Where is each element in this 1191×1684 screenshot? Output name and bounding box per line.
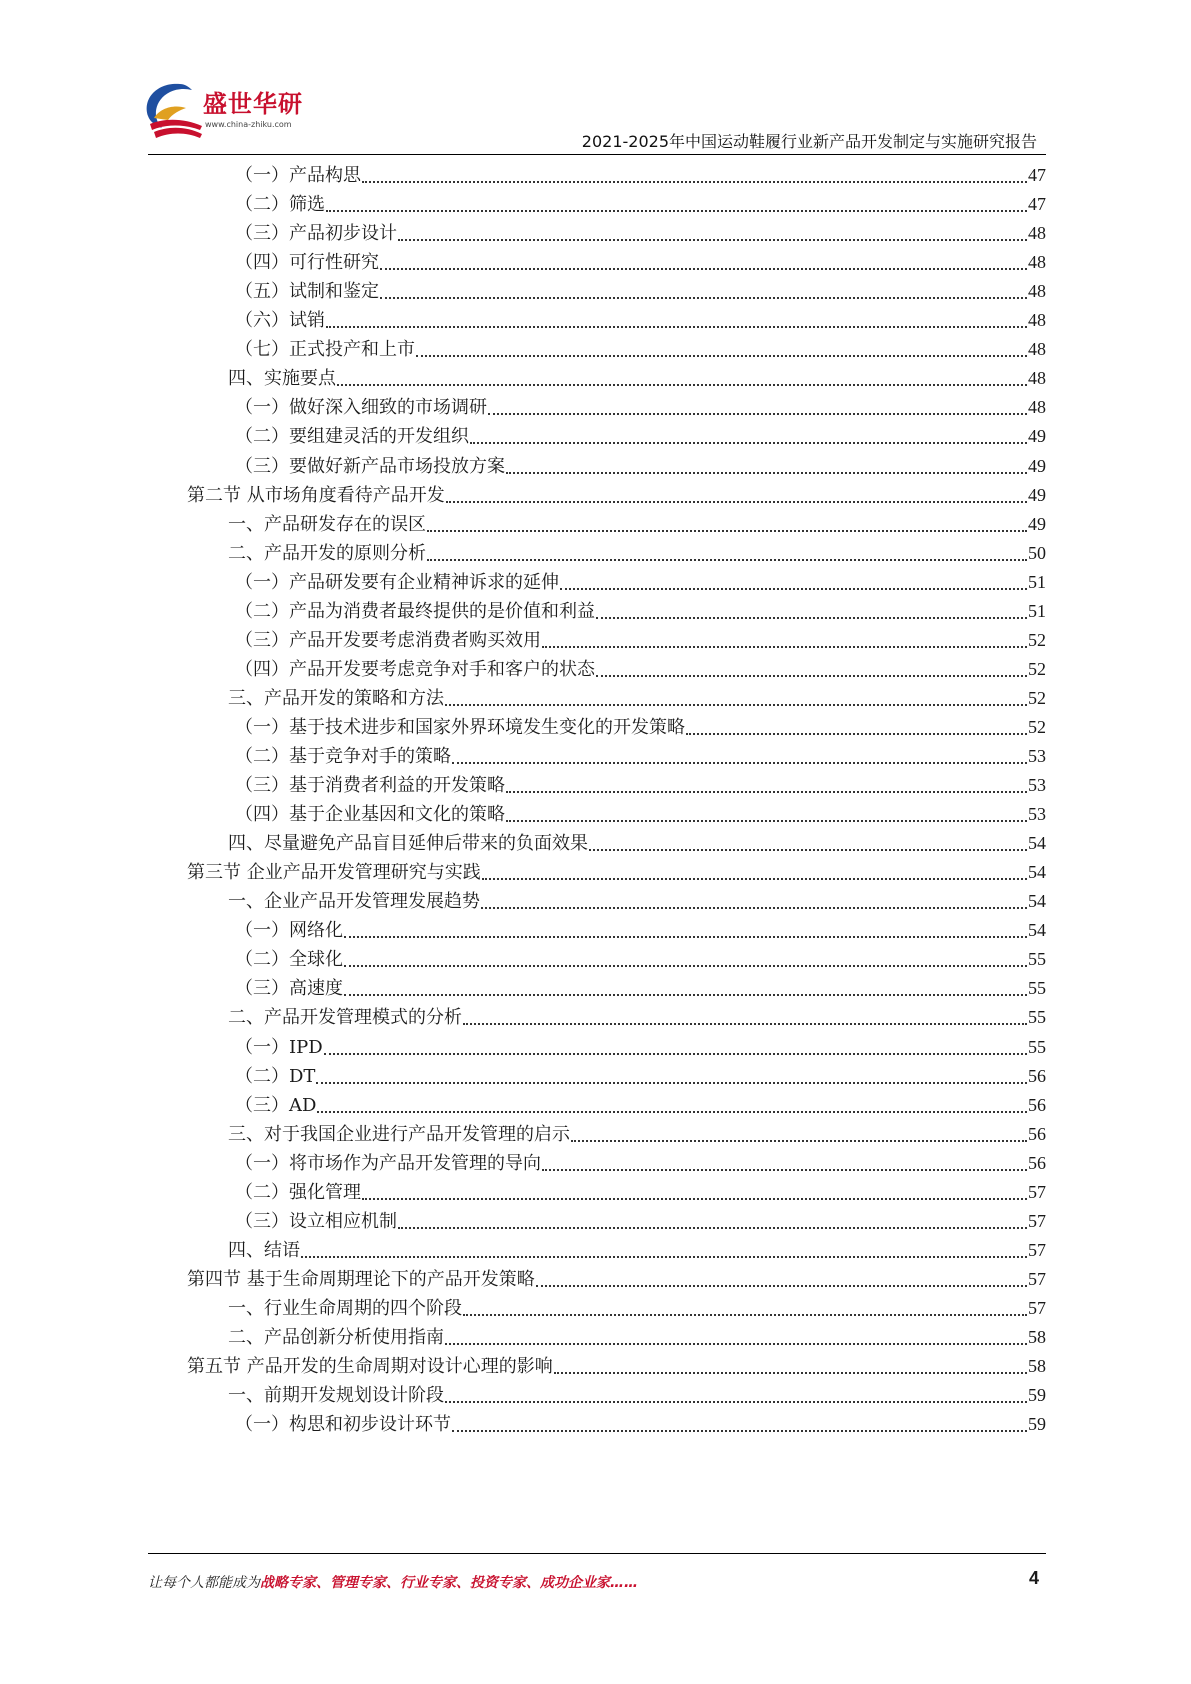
logo-text: 盛世华研 bbox=[203, 90, 303, 118]
toc-entry[interactable] bbox=[228, 1380, 1046, 1411]
toc-entry-page: 48 bbox=[1028, 339, 1046, 360]
toc-entry[interactable] bbox=[235, 654, 1046, 685]
toc-dot-leader bbox=[317, 1110, 1027, 1113]
toc-entry-title: 三、产品开发的策略和方法 bbox=[228, 687, 444, 709]
toc-entry[interactable] bbox=[235, 392, 1046, 423]
toc-entry-page: 48 bbox=[1028, 223, 1046, 244]
toc-entry[interactable] bbox=[235, 218, 1046, 249]
toc-entry-title: （二）基于竞争对手的策略 bbox=[235, 746, 451, 767]
page-header bbox=[0, 0, 1191, 160]
toc-entry-title: 第五节 产品开发的生命周期对设计心理的影响 bbox=[187, 1356, 553, 1378]
toc-entry[interactable] bbox=[235, 799, 1046, 830]
toc-entry-title: （六）试销 bbox=[235, 310, 325, 332]
toc-entry-page: 49 bbox=[1028, 484, 1046, 505]
toc-dot-leader bbox=[344, 964, 1027, 967]
toc-dot-leader bbox=[470, 441, 1027, 444]
toc-entry-title: （四）产品开发要考虑竞争对手和客户的状态 bbox=[235, 658, 595, 680]
toc-entry[interactable] bbox=[187, 1351, 1046, 1382]
toc-entry-title: 四、尽量避免产品盲目延伸后带来的负面效果 bbox=[228, 833, 588, 855]
toc-entry-title: 一、企业产品开发管理发展趋势 bbox=[228, 891, 480, 913]
toc-entry-title: （一）将市场作为产品开发管理的导向 bbox=[235, 1152, 541, 1174]
toc-entry[interactable] bbox=[235, 334, 1046, 365]
toc-entry-title: （二）全球化 bbox=[235, 949, 343, 971]
toc-dot-leader bbox=[380, 296, 1027, 299]
toc-dot-leader bbox=[344, 935, 1027, 938]
toc-entry-title: 一、前期开发规划设计阶段 bbox=[228, 1385, 444, 1407]
toc-entry-page: 55 bbox=[1028, 949, 1046, 970]
toc-entry[interactable] bbox=[235, 770, 1046, 801]
toc-dot-leader bbox=[452, 1429, 1027, 1432]
toc-entry-title: （二）DT bbox=[235, 1065, 316, 1087]
toc-entry-title: （三）设立相应机制 bbox=[235, 1210, 397, 1232]
toc-dot-leader bbox=[506, 790, 1027, 793]
toc-dot-leader bbox=[542, 645, 1027, 648]
toc-entry-title: （三）基于消费者利益的开发策略 bbox=[235, 775, 505, 797]
toc-entry[interactable] bbox=[235, 1206, 1046, 1237]
toc-dot-leader bbox=[398, 238, 1027, 241]
toc-dot-leader bbox=[571, 1139, 1027, 1142]
toc-dot-leader bbox=[362, 180, 1027, 183]
toc-dot-leader bbox=[596, 674, 1027, 677]
toc-entry-title: （三）高速度 bbox=[235, 978, 343, 1000]
toc-entry[interactable] bbox=[228, 683, 1046, 714]
toc-dot-leader bbox=[344, 993, 1027, 996]
toc-entry-page: 57 bbox=[1028, 1239, 1046, 1260]
toc-entry-title: （一）构思和初步设计环节 bbox=[235, 1414, 451, 1436]
toc-entry-title: 一、行业生命周期的四个阶段 bbox=[228, 1297, 462, 1319]
toc-entry-page: 54 bbox=[1028, 862, 1046, 883]
toc-entry[interactable] bbox=[235, 1090, 1046, 1121]
toc-entry-title: （一）产品构思 bbox=[235, 165, 361, 186]
toc-entry-title: （一）基于技术进步和国家外界环境发生变化的开发策略 bbox=[235, 716, 685, 738]
toc-entry-page: 54 bbox=[1028, 891, 1046, 912]
toc-entry-title: 三、对于我国企业进行产品开发管理的启示 bbox=[228, 1123, 570, 1145]
toc-entry-page: 54 bbox=[1028, 920, 1046, 941]
toc-entry-title: （二）要组建灵活的开发组织 bbox=[235, 426, 469, 448]
toc-dot-leader bbox=[506, 471, 1027, 474]
toc-dot-leader bbox=[554, 1371, 1027, 1374]
toc-dot-leader bbox=[542, 1168, 1027, 1171]
toc-entry-page: 47 bbox=[1028, 194, 1046, 215]
footer-divider bbox=[148, 1553, 1046, 1554]
toc-dot-leader bbox=[560, 587, 1027, 590]
toc-entry[interactable] bbox=[228, 828, 1046, 859]
toc-entry-page: 56 bbox=[1028, 1065, 1046, 1086]
toc-entry-title: 四、实施要点 bbox=[228, 368, 336, 390]
toc-entry-page: 51 bbox=[1028, 600, 1046, 621]
toc-entry-page: 55 bbox=[1028, 1036, 1046, 1057]
toc-dot-leader bbox=[481, 906, 1027, 909]
toc-entry[interactable] bbox=[235, 160, 1046, 191]
toc-entry-page: 56 bbox=[1028, 1094, 1046, 1115]
toc-entry[interactable] bbox=[228, 509, 1046, 540]
toc-dot-leader bbox=[596, 616, 1027, 619]
toc-entry[interactable] bbox=[228, 1119, 1046, 1150]
toc-dot-leader bbox=[536, 1284, 1027, 1287]
page-number: 4 bbox=[1028, 1568, 1039, 1588]
toc-entry[interactable] bbox=[228, 886, 1046, 917]
toc-entry[interactable] bbox=[228, 538, 1046, 569]
toc-entry-title: （五）试制和鉴定 bbox=[235, 281, 379, 303]
toc-entry[interactable] bbox=[235, 1032, 1046, 1063]
toc-dot-leader bbox=[324, 1052, 1027, 1055]
toc-entry-page: 55 bbox=[1028, 978, 1046, 999]
toc-entry-page: 55 bbox=[1028, 1007, 1046, 1028]
toc-entry-title: （一）IPD bbox=[235, 1036, 323, 1058]
toc-dot-leader bbox=[463, 1022, 1027, 1025]
toc-entry[interactable] bbox=[235, 741, 1046, 772]
toc-dot-leader bbox=[380, 267, 1027, 270]
toc-entry-title: （一）产品研发要有企业精神诉求的延伸 bbox=[235, 571, 559, 593]
toc-entry[interactable] bbox=[235, 1177, 1046, 1208]
toc-entry-page: 52 bbox=[1028, 687, 1046, 708]
toc-dot-leader bbox=[452, 761, 1027, 764]
toc-entry-title: （二）产品为消费者最终提供的是价值和利益 bbox=[235, 600, 595, 622]
toc-entry[interactable] bbox=[235, 915, 1046, 946]
toc-dot-leader bbox=[326, 209, 1027, 212]
toc-dot-leader bbox=[686, 732, 1027, 735]
toc-entry[interactable] bbox=[235, 973, 1046, 1004]
toc-entry-title: （三）要做好新产品市场投放方案 bbox=[235, 455, 505, 477]
footer-slogan-accent: 战略专家、管理专家、行业专家、投资专家、成功企业家…… bbox=[260, 1575, 638, 1591]
toc-dot-leader bbox=[446, 500, 1027, 503]
toc-entry[interactable] bbox=[235, 1409, 1046, 1440]
toc-entry-page: 58 bbox=[1028, 1327, 1046, 1347]
toc-entry[interactable] bbox=[235, 189, 1046, 220]
toc-dot-leader bbox=[398, 1226, 1027, 1229]
toc-entry-page: 57 bbox=[1028, 1268, 1046, 1289]
toc-entry[interactable] bbox=[228, 1322, 1046, 1353]
toc-dot-leader bbox=[445, 1342, 1027, 1345]
toc-entry-title: 第四节 基于生命周期理论下的产品开发策略 bbox=[187, 1268, 535, 1290]
toc-entry-page: 48 bbox=[1028, 310, 1046, 331]
toc-entry[interactable] bbox=[235, 567, 1046, 598]
report-title: 2021-2025年中国运动鞋履行业新产品开发制定与实施研究报告 bbox=[581, 132, 1037, 151]
company-logo bbox=[140, 78, 320, 148]
footer-slogan bbox=[148, 1572, 638, 1592]
toc-entry-title: 二、产品开发的原则分析 bbox=[228, 542, 426, 564]
toc-entry[interactable] bbox=[235, 1061, 1046, 1092]
toc-entry-page: 48 bbox=[1028, 252, 1046, 273]
toc-entry-page: 48 bbox=[1028, 281, 1046, 302]
toc-entry-title: （三）产品开发要考虑消费者购买效用 bbox=[235, 629, 541, 651]
toc-entry-page: 58 bbox=[1028, 1356, 1046, 1377]
toc-entry-page: 48 bbox=[1028, 397, 1046, 418]
toc-entry-page: 49 bbox=[1028, 455, 1046, 476]
toc-entry-title: （一）网络化 bbox=[235, 920, 343, 942]
toc-entry[interactable] bbox=[235, 596, 1046, 627]
toc-entry-page: 59 bbox=[1028, 1385, 1046, 1406]
toc-entry[interactable] bbox=[228, 1235, 1046, 1266]
toc-dot-leader bbox=[589, 848, 1027, 851]
toc-entry-page: 59 bbox=[1028, 1414, 1046, 1435]
toc-entry-page: 52 bbox=[1028, 658, 1046, 679]
toc-entry-title: （二）强化管理 bbox=[235, 1181, 361, 1203]
toc-entry-title: （二）筛选 bbox=[235, 194, 325, 216]
toc-entry-page: 51 bbox=[1028, 571, 1046, 592]
toc-entry-page: 50 bbox=[1028, 542, 1046, 563]
toc-entry-page: 52 bbox=[1028, 629, 1046, 650]
toc-dot-leader bbox=[427, 558, 1027, 561]
toc-entry-title: （七）正式投产和上市 bbox=[235, 339, 415, 361]
toc-entry-page: 57 bbox=[1028, 1297, 1046, 1318]
header-divider bbox=[148, 154, 1046, 155]
toc-entry[interactable] bbox=[235, 451, 1046, 482]
toc-entry-page: 52 bbox=[1028, 716, 1046, 737]
toc-dot-leader bbox=[506, 819, 1027, 822]
toc-entry-page: 57 bbox=[1028, 1181, 1046, 1202]
toc-entry-title: （三）产品初步设计 bbox=[235, 223, 397, 245]
toc-entry-page: 49 bbox=[1028, 426, 1046, 447]
toc-dot-leader bbox=[326, 325, 1027, 328]
footer-slogan-prefix: 让每个人都能成为 bbox=[148, 1575, 260, 1591]
logo-emblem-icon bbox=[140, 78, 206, 140]
toc-entry-title: （四）可行性研究 bbox=[235, 252, 379, 274]
toc-entry-title: 二、产品创新分析使用指南 bbox=[228, 1327, 444, 1348]
toc-entry[interactable] bbox=[235, 944, 1046, 975]
toc-entry-title: 四、结语 bbox=[228, 1239, 300, 1261]
toc-dot-leader bbox=[427, 529, 1027, 532]
toc-entry[interactable] bbox=[235, 421, 1046, 452]
toc-entry-page: 56 bbox=[1028, 1152, 1046, 1173]
toc-entry-title: 一、产品研发存在的误区 bbox=[228, 513, 426, 535]
toc-entry[interactable] bbox=[235, 305, 1046, 336]
toc-entry[interactable] bbox=[187, 857, 1046, 888]
toc-entry[interactable] bbox=[228, 363, 1046, 394]
toc-entry-page: 54 bbox=[1028, 833, 1046, 854]
toc-entry-page: 56 bbox=[1028, 1123, 1046, 1144]
toc-entry-title: 第三节 企业产品开发管理研究与实践 bbox=[187, 862, 481, 884]
toc-entry-page: 53 bbox=[1028, 746, 1046, 766]
toc-entry[interactable] bbox=[235, 1148, 1046, 1179]
toc-entry-title: （三）AD bbox=[235, 1094, 317, 1116]
toc-dot-leader bbox=[463, 1313, 1027, 1316]
toc-entry[interactable] bbox=[228, 1002, 1046, 1033]
toc-dot-leader bbox=[337, 383, 1027, 386]
toc-entry-page: 47 bbox=[1028, 165, 1046, 185]
toc-entry-title: 二、产品开发管理模式的分析 bbox=[228, 1007, 462, 1029]
toc-entry-page: 49 bbox=[1028, 513, 1046, 534]
toc-entry[interactable] bbox=[187, 480, 1046, 511]
toc-entry-page: 53 bbox=[1028, 775, 1046, 796]
toc-entry[interactable] bbox=[187, 1264, 1046, 1295]
toc-entry[interactable] bbox=[235, 247, 1046, 278]
toc-entry-title: （四）基于企业基因和文化的策略 bbox=[235, 804, 505, 826]
toc-dot-leader bbox=[301, 1255, 1027, 1258]
toc-dot-leader bbox=[482, 877, 1027, 880]
toc-entry[interactable] bbox=[228, 1293, 1046, 1324]
toc-entry[interactable] bbox=[235, 712, 1046, 743]
toc-entry-page: 57 bbox=[1028, 1210, 1046, 1231]
toc-dot-leader bbox=[445, 703, 1027, 706]
toc-entry-page: 48 bbox=[1028, 368, 1046, 389]
toc-dot-leader bbox=[445, 1400, 1027, 1403]
toc-dot-leader bbox=[316, 1081, 1027, 1084]
toc-entry-title: 第二节 从市场角度看待产品开发 bbox=[187, 484, 445, 506]
toc-dot-leader bbox=[488, 412, 1027, 415]
toc-dot-leader bbox=[416, 354, 1027, 357]
logo-url: www.china-zhiku.com bbox=[205, 120, 292, 129]
toc-dot-leader bbox=[362, 1197, 1027, 1200]
toc-entry[interactable] bbox=[235, 625, 1046, 656]
toc-entry[interactable] bbox=[235, 276, 1046, 307]
toc-entry-title: （一）做好深入细致的市场调研 bbox=[235, 397, 487, 419]
toc-entry-page: 53 bbox=[1028, 804, 1046, 825]
